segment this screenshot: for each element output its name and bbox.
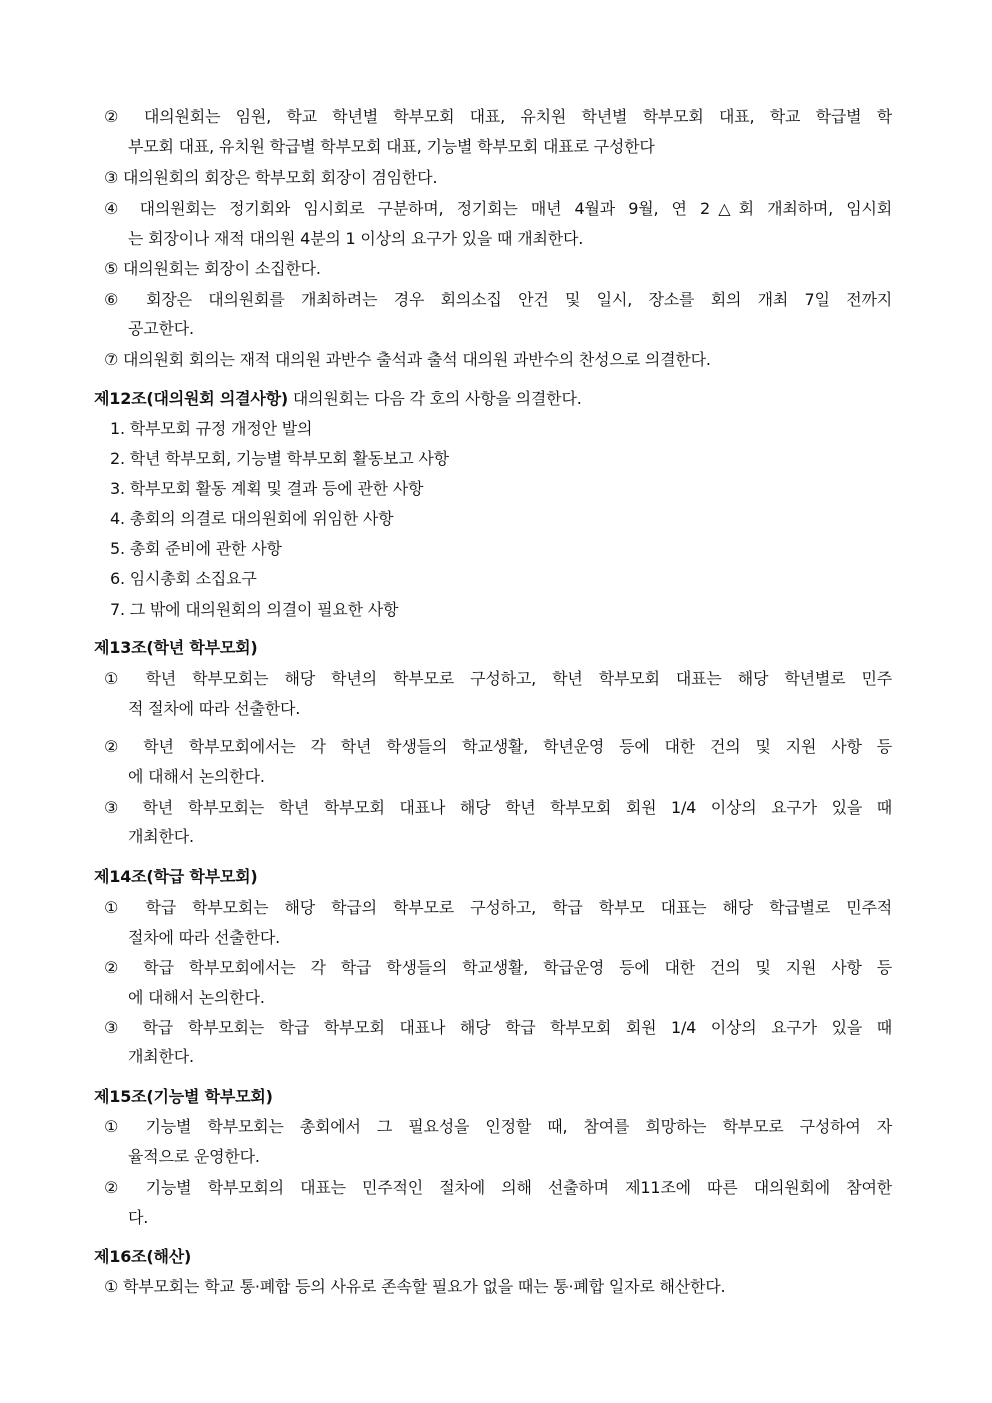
art13-para1-line1: ① 학년 학부모회는 해당 학년의 학부모로 구성하고, 학년 학부모회 대표는 해당 학년별로 민주	[104, 669, 892, 688]
art16-para1: ① 학부모회는 학교 통·폐합 등의 사유로 존속할 필요가 없을 때는 통·폐합 일자로 해산한다.	[104, 1277, 726, 1296]
art12-item: 2. 학년 학부모회, 기능별 학부모회 활동보고 사항	[110, 449, 449, 468]
art14-heading: 제14조(학급 학부모회)	[94, 867, 258, 886]
art12-item: 7. 그 밖에 대의원회의 의결이 필요한 사항	[110, 600, 399, 619]
art12-item: 6. 임시총회 소집요구	[110, 569, 257, 588]
art11-para4-line2: 는 회장이나 재적 대의원 4분의 1 이상의 요구가 있을 때 개최한다.	[128, 229, 584, 248]
art12-intro: 대의원회는 다음 각 호의 사항을 의결한다.	[288, 389, 582, 408]
art16-heading: 제16조(해산)	[94, 1247, 192, 1266]
art14-para2-line2: 에 대해서 논의한다.	[128, 988, 265, 1007]
art12-item: 4. 총회의 의결로 대의원회에 위임한 사항	[110, 509, 394, 528]
art11-para2-line1: ② 대의원회는 임원, 학교 학년별 학부모회 대표, 유치원 학년별 학부모회 대표, 학교 학급별 학	[104, 107, 892, 126]
art14-para2-line1: ② 학급 학부모회에서는 각 학급 학생들의 학교생활, 학급운영 등에 대한 건의 및 지원 사항 등	[104, 958, 892, 977]
art11-para4-line1: ④ 대의원회는 정기회와 임시회로 구분하며, 정기회는 매년 4월과 9월, 연 2△회 개최하며, 임시회	[104, 199, 892, 218]
art11-para5: ⑤ 대의원회는 회장이 소집한다.	[104, 259, 321, 278]
art13-para2-line1: ② 학년 학부모회에서는 각 학년 학생들의 학교생활, 학년운영 등에 대한 건의 및 지원 사항 등	[104, 737, 892, 756]
art15-para2-line1: ② 기능별 학부모회의 대표는 민주적인 절차에 의해 선출하며 제11조에 따른 대의원회에 참여한	[104, 1178, 892, 1197]
art12-item: 5. 총회 준비에 관한 사항	[110, 539, 282, 558]
art15-heading: 제15조(기능별 학부모회)	[94, 1087, 273, 1106]
art14-para3-line2: 개최한다.	[128, 1047, 194, 1066]
art11-para6-line2: 공고한다.	[128, 319, 194, 338]
art13-para3-line1: ③ 학년 학부모회는 학년 학부모회 대표나 해당 학년 학부모회 회원 1/4 이상의 요구가 있을 때	[104, 798, 892, 817]
art14-para3-line1: ③ 학급 학부모회는 학급 학부모회 대표나 해당 학급 학부모회 회원 1/4 이상의 요구가 있을 때	[104, 1018, 892, 1037]
art15-para1-line2: 율적으로 운영한다.	[128, 1147, 260, 1166]
art12-item: 1. 학부모회 규정 개정안 발의	[110, 419, 313, 438]
art13-heading: 제13조(학년 학부모회)	[94, 638, 258, 657]
art11-para7: ⑦ 대의원회 회의는 재적 대의원 과반수 출석과 출석 대의원 과반수의 찬성으로 의결한다.	[104, 350, 711, 369]
art13-para1-line2: 적 절차에 따라 선출한다.	[128, 699, 301, 718]
art11-para3: ③ 대의원회의 회장은 학부모회 회장이 겸임한다.	[104, 168, 438, 187]
art14-para1-line2: 절차에 따라 선출한다.	[128, 928, 280, 947]
art15-para2-line2: 다.	[128, 1208, 149, 1227]
art12-heading: 제12조(대의원회 의결사항)	[94, 389, 289, 408]
art15-para1-line1: ① 기능별 학부모회는 총회에서 그 필요성을 인정할 때, 참여를 희망하는 학부모로 구성하여 자	[104, 1117, 892, 1136]
art11-para6-line1: ⑥ 회장은 대의원회를 개최하려는 경우 회의소집 안건 및 일시, 장소를 회의 개최 7일 전까지	[104, 290, 892, 309]
art13-para2-line2: 에 대해서 논의한다.	[128, 767, 265, 786]
art12-item: 3. 학부모회 활동 계획 및 결과 등에 관한 사항	[110, 479, 424, 498]
art13-para3-line2: 개최한다.	[128, 827, 194, 846]
art14-para1-line1: ① 학급 학부모회는 해당 학급의 학부모로 구성하고, 학급 학부모 대표는 해당 학급별로 민주적	[104, 898, 892, 917]
art11-para2-line2: 부모회 대표, 유치원 학급별 학부모회 대표, 기능별 학부모회 대표로 구성한다	[128, 137, 655, 156]
art12-heading-line	[94, 388, 582, 410]
